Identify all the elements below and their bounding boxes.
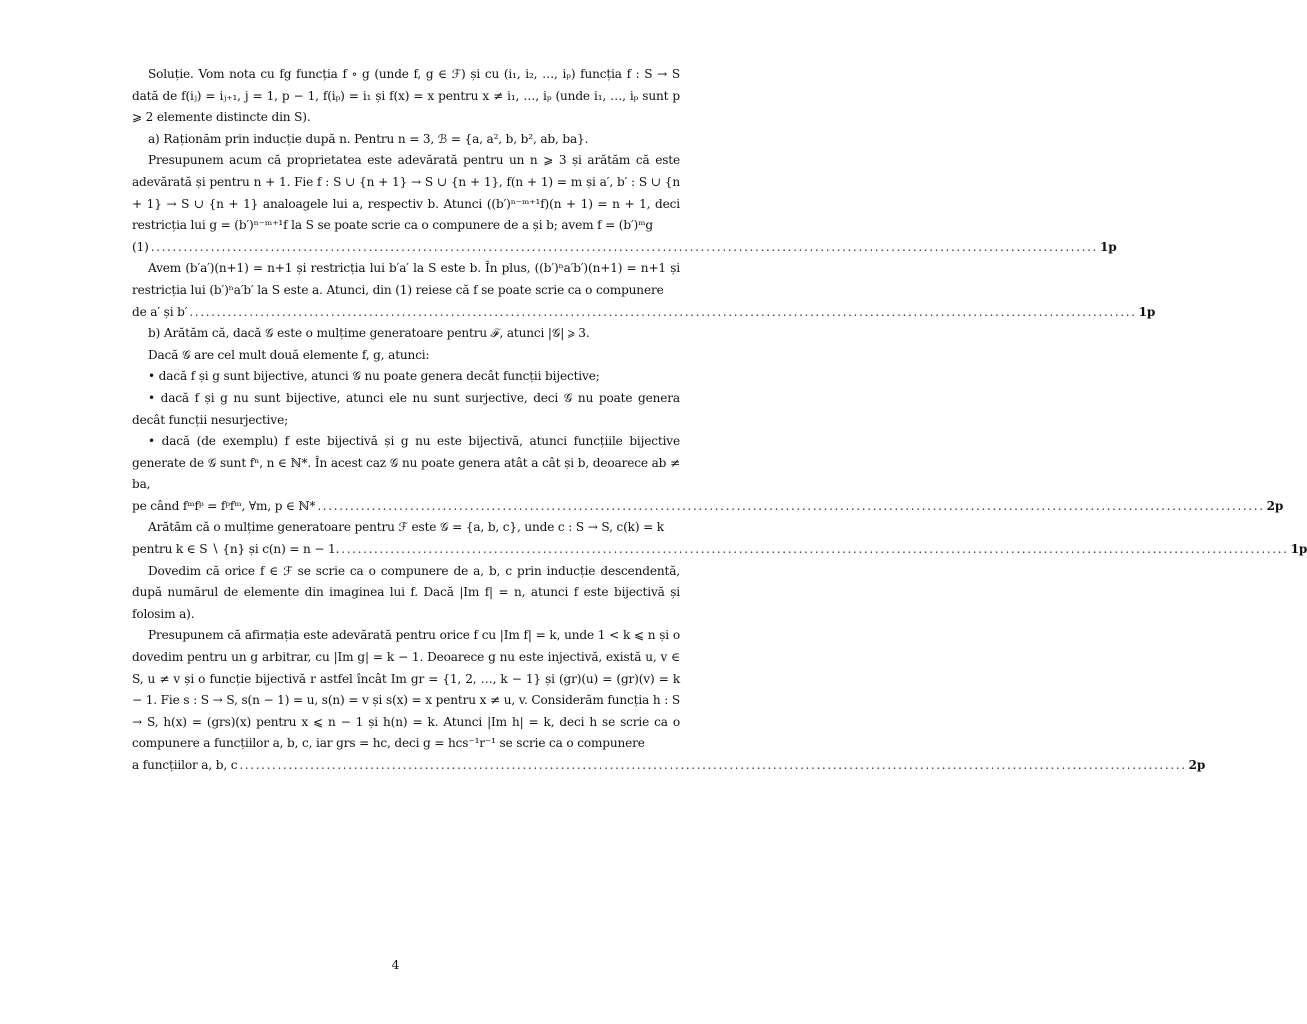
part-a-induction: Presupunem acum că proprietatea este adevărată pentru un n ⩾ 3 și arătăm că este adevărată și pentru n + 1. Fie f : S ∪ {n + 1} → S ∪ {n + 1}, f(n + 1) = m și a′, b′ : S ∪ {n + 1} → S ∪ {n + 1} analoagele lui a, respectiv b. Atunci ((b′)ⁿ⁻ᵐ⁺¹f)(n + 1) = n + 1, deci restricția lui g = (b′)ⁿ⁻ᵐ⁺¹f la S se poate scrie ca o compunere de a și b; avem f = (b′)ᵐg xyxy=(132,153,680,233)
score-line-5 xyxy=(132,755,1206,777)
score-line-text: pe când fᵐfᵖ = fᵖfᵐ, ∀m, p ∈ ℕ* xyxy=(132,498,316,513)
score-line-text: (1) xyxy=(132,239,149,254)
score-line-4 xyxy=(132,539,1307,561)
part-b-descending-induction: Dovedim că orice f ∈ ℱ se scrie ca o compunere de a, b, c prin inducție descendentă, după numărul de elemente din imaginea lui f. Dacă |Im f| = n, atunci f este bijectivă și folosim a). xyxy=(132,563,680,621)
page-number: 4 xyxy=(391,957,400,972)
score-points: 1p xyxy=(1100,239,1117,254)
score-line-1 xyxy=(132,237,1117,259)
part-b-cases-intro: Dacă 𝒢 are cel mult două elemente f, g, atunci: xyxy=(148,347,430,362)
score-points: 2p xyxy=(1188,758,1206,772)
dot-leader: .............................................................................................................................................................................. xyxy=(317,498,1265,513)
part-b-inductive-step: Presupunem că afirmația este adevărată pentru orice f cu |Im f| = k, unde 1 < k ⩽ n și o dovedim pentru un g arbitrar, cu |Im g| = k − 1. Deoarece g nu este injectivă, există u, v ∈ S, u ≠ v și o funcție bijectivă r astfel încât Im gr = {1, 2, …, k − 1} și (gr)(u) = (gr)(v) = k − 1. Fie s : S → S, s(n − 1) = u, s(n) = v și s(x) = x pentru x ≠ u, v. Considerăm funcția h : S → S, h(x) = (grs)(x) pentru x ⩽ n − 1 și h(n) = k. Atunci |Im h| = k, deci h se scrie ca o compunere a funcțiilor a, b, c, iar grs = hc, deci g = hcs⁻¹r⁻¹ se scrie ca o compunere xyxy=(132,628,680,751)
part-b-claim: b) Arătăm că, dacă 𝒢 este o mulțime generatoare pentru ℱ, atunci |𝒢| ⩾ 3. xyxy=(148,326,590,341)
score-points: 1p xyxy=(1138,304,1156,319)
bullet-case-3: • dacă (de exemplu) f este bijectivă și g nu este bijectivă, atunci funcțiile bijective generate de 𝒢 sunt fⁿ, n ∈ ℕ*. În acest caz 𝒢 nu poate genera atât a cât și b, deoarece ab ≠ ba, xyxy=(132,434,680,492)
dot-leader: .............................................................................................................................................................................. xyxy=(239,758,1187,772)
dot-leader: .............................................................................................................................................................................. xyxy=(150,239,1098,254)
score-line-text: de a′ și b′ xyxy=(132,304,188,319)
score-points: 2p xyxy=(1266,498,1284,513)
score-line-3 xyxy=(132,496,1284,518)
score-line-text: a funcțiilor a, b, c xyxy=(132,758,238,772)
part-a-restriction: Avem (b′a′)(n+1) = n+1 și restricția lui b′a′ la S este b. În plus, ((b′)ⁿa′b′)(n+1) = n+1 și restricția lui (b′)ⁿa′b′ la S este a. Atunci, din (1) reiese că f se poate scrie ca o compunere xyxy=(132,261,680,297)
score-line-text: pentru k ∈ S ∖ {n} și c(n) = n − 1. xyxy=(132,542,340,557)
solution-intro: Soluție. Vom nota cu fg funcția f ∘ g (unde f, g ∈ ℱ) și cu (i₁, i₂, …, iₚ) funcția f : S → S dată de f(iⱼ) = iⱼ₊₁, j = 1, p − 1, f(iₚ) = i₁ și f(x) = x pentru x ≠ i₁, …, iₚ (unde i₁, …, iₚ sunt p ⩾ 2 elemente distincte din S). xyxy=(132,67,680,125)
part-b-generator: Arătăm că o mulțime generatoare pentru ℱ este 𝒢 = {a, b, c}, unde c : S → S, c(k) = k xyxy=(148,520,664,535)
part-a-base-case: a) Raționăm prin inducție după n. Pentru n = 3, ℬ = {a, a², b, b², ab, ba}. xyxy=(148,131,589,146)
solution-body xyxy=(132,64,1307,777)
dot-leader: .............................................................................................................................................................................. xyxy=(341,542,1289,557)
bullet-case-1: • dacă f și g sunt bijective, atunci 𝒢 nu poate genera decât funcții bijective; xyxy=(148,369,600,384)
score-line-2 xyxy=(132,302,1156,324)
dot-leader: .............................................................................................................................................................................. xyxy=(189,304,1137,319)
bullet-case-2: • dacă f și g nu sunt bijective, atunci ele nu sunt surjective, deci 𝒢 nu poate genera decât funcții nesurjective; xyxy=(132,390,680,427)
score-points: 1p xyxy=(1290,542,1307,557)
